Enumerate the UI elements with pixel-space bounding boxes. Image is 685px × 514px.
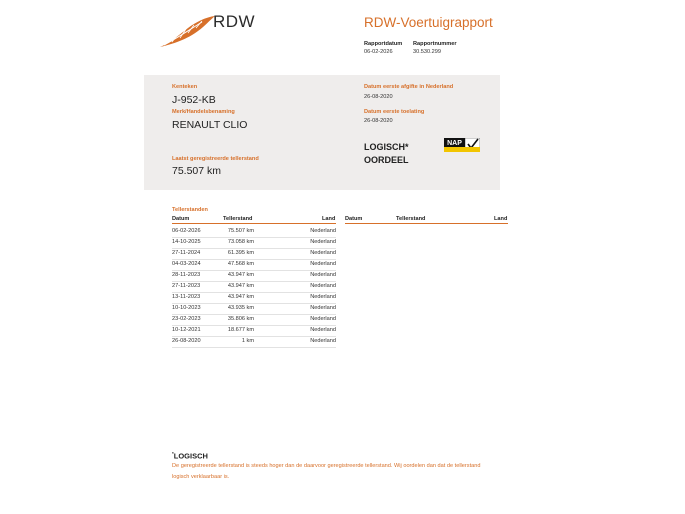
row-land: Nederland	[310, 239, 336, 245]
row-date: 10-12-2021	[172, 327, 201, 333]
afgifte-value: 26-08-2020	[364, 94, 393, 100]
nap-badge-text: NAP	[447, 140, 462, 147]
row-km: 18.677 km	[227, 327, 254, 333]
logo-text: RDW	[213, 12, 256, 31]
kenteken-value: J-952-KB	[172, 94, 216, 106]
col-tellerstand: Tellerstand	[223, 216, 253, 222]
row-date: 26-08-2020	[172, 338, 201, 344]
col-land-right: Land	[494, 216, 508, 222]
report-title: RDW-Voertuigrapport	[364, 15, 493, 30]
table-header-rule	[172, 223, 336, 224]
row-date: 28-11-2023	[172, 272, 201, 278]
rapportnummer-label: Rapportnummer	[413, 41, 457, 47]
row-date: 04-03-2024	[172, 261, 201, 267]
row-date: 06-02-2026	[172, 228, 201, 234]
kenteken-label: Kenteken	[172, 84, 198, 90]
note-marker: *	[172, 451, 174, 456]
row-land: Nederland	[310, 327, 336, 333]
row-date: 10-10-2023	[172, 305, 201, 311]
note-title-text: LOGISCH	[173, 451, 208, 461]
table-row	[172, 336, 336, 348]
verdict-line2: OORDEEL	[364, 155, 409, 165]
row-date: 13-11-2023	[172, 294, 201, 300]
col-datum: Datum	[172, 216, 190, 222]
note-title	[172, 451, 208, 461]
row-land: Nederland	[310, 338, 336, 344]
row-km: 43.935 km	[227, 305, 254, 311]
row-km: 75.507 km	[227, 228, 254, 234]
row-land: Nederland	[310, 250, 336, 256]
row-date: 27-11-2024	[172, 250, 201, 256]
table-header-rule-right	[345, 223, 508, 224]
row-km: 1 km	[241, 338, 254, 344]
row-km: 35.806 km	[227, 316, 254, 322]
row-land: Nederland	[310, 294, 336, 300]
rdw-logo-icon	[158, 14, 218, 50]
row-land: Nederland	[310, 272, 336, 278]
row-land: Nederland	[310, 283, 336, 289]
note-text: De geregistreerde tellerstand is steeds hoger dan de daarvoor geregistreerde tellerstand. Wij oordelen dan dat de tellerstand logisch verklaarbaar is.	[172, 463, 481, 480]
tellerstand-value: 75.507 km	[172, 165, 222, 177]
row-km: 47.568 km	[227, 261, 254, 267]
row-date: 14-10-2025	[172, 239, 201, 245]
row-date: 27-11-2023	[172, 283, 201, 289]
toelating-label: Datum eerste toelating	[364, 109, 425, 115]
row-km: 43.947 km	[227, 283, 254, 289]
row-land: Nederland	[310, 305, 336, 311]
tellerstand-label: Laatst geregistreerde tellerstand	[172, 156, 259, 162]
row-land: Nederland	[310, 261, 336, 267]
row-km: 73.058 km	[227, 239, 254, 245]
col-land: Land	[322, 216, 336, 222]
col-tellerstand-right: Tellerstand	[396, 216, 426, 222]
row-km: 43.947 km	[227, 272, 254, 278]
rapportnummer-value: 30.530.299	[413, 49, 441, 55]
tellerstanden-title: Tellerstanden	[172, 207, 208, 213]
rapportdatum-value: 06-02-2026	[364, 49, 393, 55]
row-km: 43.947 km	[227, 294, 254, 300]
toelating-value: 26-08-2020	[364, 118, 393, 124]
rapportdatum-label: Rapportdatum	[364, 41, 403, 47]
row-date: 23-02-2023	[172, 316, 201, 322]
row-land: Nederland	[310, 316, 336, 322]
merk-value: RENAULT CLIO	[172, 119, 248, 131]
verdict-line1: LOGISCH*	[364, 142, 409, 152]
nap-check-badge-icon	[444, 138, 480, 152]
col-datum-right: Datum	[345, 216, 363, 222]
row-km: 61.395 km	[227, 250, 254, 256]
row-land: Nederland	[310, 228, 336, 234]
afgifte-label: Datum eerste afgifte in Nederland	[364, 84, 454, 90]
merk-label: Merk/Handelsbenaming	[172, 109, 235, 115]
